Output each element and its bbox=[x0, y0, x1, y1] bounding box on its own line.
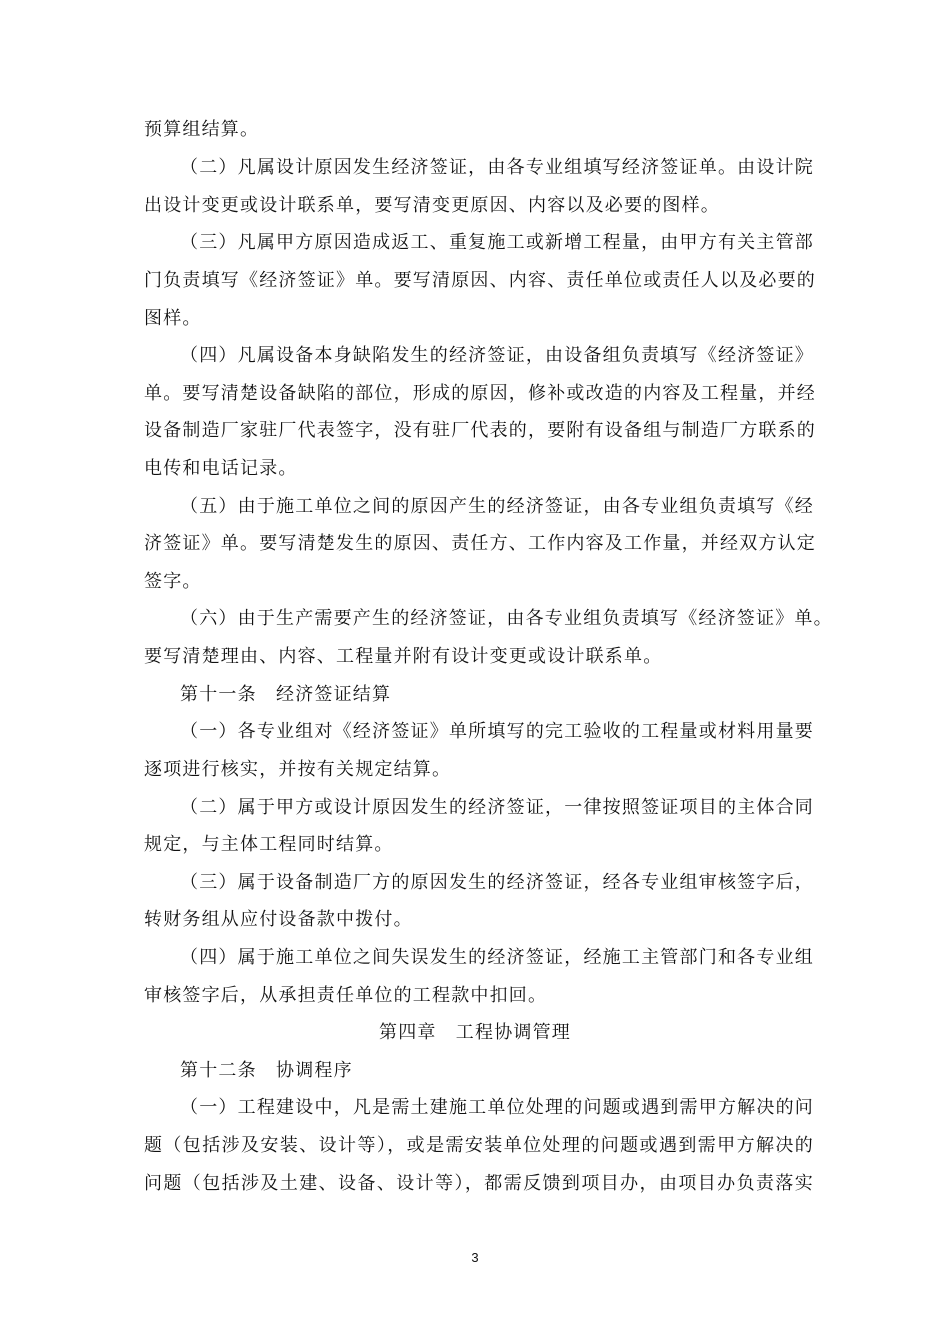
paragraph-line: （三）属于设备制造厂方的原因发生的经济签证，经各专业组审核签字后， bbox=[180, 872, 814, 893]
paragraph-line: （五）由于施工单位之间的原因产生的经济签证，由各专业组负责填写《经 bbox=[180, 496, 814, 517]
paragraph-line: 题（包括涉及安装、设计等），或是需安装单位处理的问题或遇到需甲方解决的 bbox=[144, 1135, 814, 1156]
paragraph-line: 规定，与主体工程同时结算。 bbox=[144, 834, 394, 855]
paragraph-line: （四）凡属设备本身缺陷发生的经济签证，由设备组负责填写《经济签证》 bbox=[180, 345, 814, 366]
paragraph-line: （六）由于生产需要产生的经济签证，由各专业组负责填写《经济签证》单。 bbox=[180, 608, 833, 629]
paragraph-line: 设备制造厂家驻厂代表签字，没有驻厂代表的，要附有设备组与制造厂方联系的 bbox=[144, 420, 816, 441]
paragraph-line: （一）工程建设中，凡是需土建施工单位处理的问题或遇到需甲方解决的问 bbox=[180, 1097, 814, 1118]
paragraph-line: 逐项进行核实，并按有关规定结算。 bbox=[144, 759, 452, 780]
article-heading: 第十一条 经济签证结算 bbox=[180, 684, 392, 705]
paragraph-line: 济签证》单。要写清楚发生的原因、责任方、工作内容及工作量，并经双方认定 bbox=[144, 533, 816, 554]
paragraph-line: （四）属于施工单位之间失误发生的经济签证，经施工主管部门和各专业组 bbox=[180, 947, 814, 968]
paragraph-line: 电传和电话记录。 bbox=[144, 458, 298, 479]
paragraph-line: （一）各专业组对《经济签证》单所填写的完工验收的工程量或材料用量要 bbox=[180, 721, 814, 742]
paragraph-line: 门负责填写《经济签证》单。要写清原因、内容、责任单位或责任人以及必要的 bbox=[144, 270, 816, 291]
page-number: 3 bbox=[471, 1250, 479, 1265]
paragraph-line: （三）凡属甲方原因造成返工、重复施工或新增工程量，由甲方有关主管部 bbox=[180, 232, 814, 253]
paragraph-line: 签字。 bbox=[144, 571, 202, 592]
chapter-heading: 第四章 工程协调管理 bbox=[379, 1022, 571, 1043]
paragraph-line: 出设计变更或设计联系单，要写清变更原因、内容以及必要的图样。 bbox=[144, 195, 720, 216]
paragraph-line: （二）凡属设计原因发生经济签证，由各专业组填写经济签证单。由设计院 bbox=[180, 157, 814, 178]
paragraph-line: 转财务组从应付设备款中拨付。 bbox=[144, 909, 413, 930]
paragraph-line: 审核签字后，从承担责任单位的工程款中扣回。 bbox=[144, 985, 548, 1006]
paragraph-line: 图样。 bbox=[144, 308, 202, 329]
paragraph-line: 预算组结算。 bbox=[144, 119, 260, 140]
paragraph-line: 单。要写清楚设备缺陷的部位，形成的原因，修补或改造的内容及工程量，并经 bbox=[144, 383, 816, 404]
paragraph-line: 要写清楚理由、内容、工程量并附有设计变更或设计联系单。 bbox=[144, 646, 663, 667]
paragraph-line: 问题（包括涉及土建、设备、设计等），都需反馈到项目办，由项目办负责落实 bbox=[144, 1173, 814, 1194]
paragraph-line: （二）属于甲方或设计原因发生的经济签证，一律按照签证项目的主体合同 bbox=[180, 797, 814, 818]
article-heading: 第十二条 协调程序 bbox=[180, 1060, 353, 1081]
